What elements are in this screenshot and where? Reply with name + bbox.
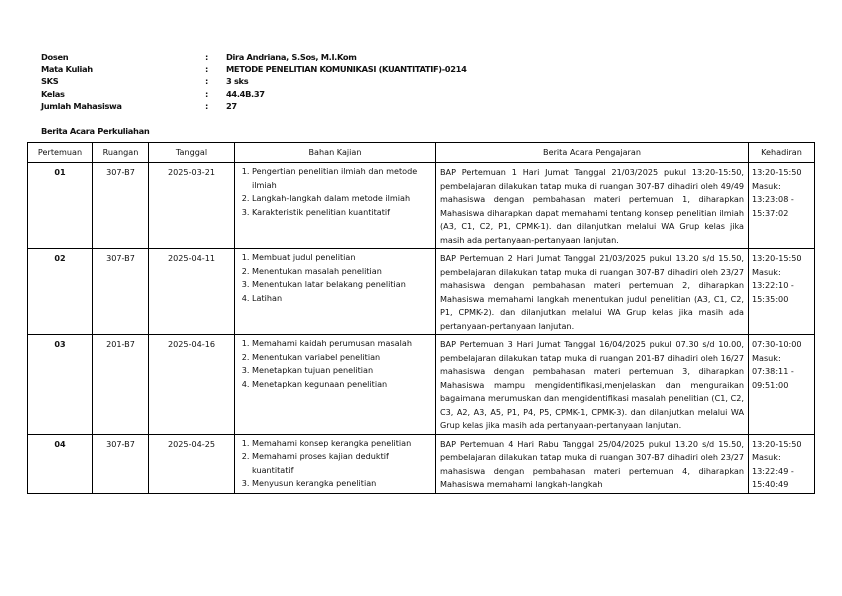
- table-row: [28, 249, 815, 335]
- meeting-number: 01: [28, 163, 93, 249]
- material-item: 1. Pengertian penelitian ilmiah dan metode ilmiah: [252, 165, 432, 192]
- table-header-row: [28, 143, 815, 163]
- teaching-report: BAP Pertemuan 2 Hari Jumat Tanggal 21/03/2025 pukul 13.20 s/d 15.50, pembelajaran dilakukan tatap muka di ruangan 307-B7 dihadiri oleh 23/27 mahasiswa dengan pembahasan materi pertemuan 2, diharapkan Mahasiswa memahami langkah menentukan judul penelitian (A3, C1, C2, P1, CPMK-2). dan dilanjutkan melalui WA Grup kelas jika masih ada pertanyaan-pertanyaan lanjutan.: [436, 249, 749, 335]
- study-material: [235, 163, 436, 249]
- header-field-label: SKS: [41, 76, 59, 87]
- material-list: [238, 337, 432, 391]
- material-item: 4. Latihan: [252, 292, 432, 306]
- attendance-line: 13:22:49 -: [752, 465, 794, 476]
- attendance: [749, 249, 815, 335]
- date: 2025-04-16: [149, 335, 235, 435]
- material-item: 2. Langkah-langkah dalam metode ilmiah: [252, 192, 432, 206]
- teaching-report: BAP Pertemuan 1 Hari Jumat Tanggal 21/03/2025 pukul 13:20-15:50, pembelajaran dilakukan tatap muka di ruangan 307-B7 dihadiri oleh 49/49 mahasiswa dengan pembahasan materi pertemuan 1, diharapkan Mahasiswa diharapkan dapat memahami tentang konsep penelitian ilmiah (A3, C1, C2, P1, CPMK-1). dan dilanjutkan melalui WA Grup kelas jika masih ada pertanyaan-pertanyaan lanjutan.: [436, 163, 749, 249]
- material-item: 2. Menentukan masalah penelitian: [252, 265, 432, 279]
- table-row: [28, 335, 815, 435]
- material-item: 2. Memahami proses kajian deduktif kuantitatif: [252, 450, 432, 477]
- meeting-number: 03: [28, 335, 93, 435]
- column-header: Kehadiran: [749, 143, 815, 163]
- material-item: 3. Menyusun kerangka penelitian: [252, 477, 432, 491]
- meeting-number: 02: [28, 249, 93, 335]
- material-list: [238, 165, 432, 219]
- header-field-label: Dosen: [41, 52, 69, 62]
- attendance: [749, 163, 815, 249]
- attendance-line: 15:40:49: [752, 479, 789, 489]
- attendance-line: 13:22:10 -: [752, 280, 794, 290]
- material-list: [238, 251, 432, 305]
- attendance-line: 13:23:08 -: [752, 194, 794, 204]
- material-item: 3. Menetapkan tujuan penelitian: [252, 364, 432, 378]
- column-header: Berita Acara Pengajaran: [436, 143, 749, 163]
- attendance-line: Masuk:: [752, 180, 781, 191]
- teaching-report: BAP Pertemuan 3 Hari Jumat Tanggal 16/04/2025 pukul 07.30 s/d 10.00, pembelajaran dilakukan tatap muka di ruangan 201-B7 dihadiri oleh 16/27 mahasiswa dengan pembahasan materi pertemuan 3, diharapkan Mahasiswa mampu mengidentifikasi,menjelaskan dan menguraikan bagaimana merumuskan dan mengidentifikasi masalah penelitian (C1, C2, C3, A2, A3, A5, P1, P4, P5, CPMK-1, CPMK-3). dan dilanjutkan melalui WA Grup kelas jika masih ada pertanyaan-pertanyaan lanjutan.: [436, 335, 749, 435]
- table-row: [28, 163, 815, 249]
- header-field-value: 27: [226, 100, 237, 111]
- lecture-report-table: [27, 142, 815, 494]
- room: 307-B7: [93, 163, 149, 249]
- attendance-line: 07:38:11 -: [752, 366, 794, 376]
- attendance-line: 15:35:00: [752, 293, 789, 304]
- material-item: 4. Menetapkan kegunaan penelitian: [252, 378, 432, 392]
- material-item: 3. Karakteristik penelitian kuantitatif: [252, 206, 432, 220]
- material-item: 3. Menentukan latar belakang penelitian: [252, 278, 432, 292]
- column-header: Bahan Kajian: [235, 143, 436, 163]
- attendance-line: 15:37:02: [752, 207, 789, 218]
- attendance-line: 09:51:00: [752, 379, 789, 390]
- header-field-colon: :: [205, 100, 208, 111]
- header-field-label: Kelas: [41, 88, 65, 99]
- meeting-number: 04: [28, 434, 93, 493]
- study-material: [235, 249, 436, 335]
- material-item: 1. Membuat judul penelitian: [252, 251, 432, 265]
- date: 2025-04-11: [149, 249, 235, 335]
- column-header: Ruangan: [93, 143, 149, 163]
- date: 2025-04-25: [149, 434, 235, 493]
- study-material: [235, 434, 436, 493]
- header-field-colon: :: [205, 52, 208, 62]
- material-item: 1. Memahami kaidah perumusan masalah: [252, 337, 432, 351]
- header-field-colon: :: [205, 76, 208, 87]
- study-material: [235, 335, 436, 435]
- date: 2025-03-21: [149, 163, 235, 249]
- teaching-report: BAP Pertemuan 4 Hari Rabu Tanggal 25/04/2025 pukul 13.20 s/d 15.50, pembelajaran dilakukan tatap muka di ruangan 307-B7 dihadiri oleh 23/27 mahasiswa dengan pembahasan materi pertemuan 4, diharapkan Mahasiswa memahami langkah-langkah: [436, 434, 749, 493]
- header-field-value: Dira Andriana, S.Sos, M.I.Kom: [226, 52, 357, 62]
- material-item: 2. Menentukan variabel penelitian: [252, 351, 432, 365]
- column-header: Pertemuan: [28, 143, 93, 163]
- attendance-line: 13:20-15:50: [752, 167, 802, 177]
- room: 201-B7: [93, 335, 149, 435]
- header-field-label: Mata Kuliah: [41, 64, 93, 75]
- room: 307-B7: [93, 434, 149, 493]
- attendance-line: 13:20-15:50: [752, 253, 802, 263]
- header-field-colon: :: [205, 64, 208, 75]
- table-row: [28, 434, 815, 493]
- header-field-value: 44.4B.37: [226, 88, 265, 99]
- header-field-value: METODE PENELITIAN KOMUNIKASI (KUANTITATIF)-0214: [226, 64, 467, 75]
- attendance-line: 13:20-15:50: [752, 438, 802, 449]
- attendance: [749, 434, 815, 493]
- attendance-line: Masuk:: [752, 452, 781, 462]
- room: 307-B7: [93, 249, 149, 335]
- attendance-line: 07:30-10:00: [752, 339, 802, 349]
- material-list: [238, 437, 432, 491]
- attendance-line: Masuk:: [752, 352, 781, 363]
- column-header: Tanggal: [149, 143, 235, 163]
- attendance: [749, 335, 815, 435]
- material-item: 1. Memahami konsep kerangka penelitian: [252, 437, 432, 451]
- header-field-label: Jumlah Mahasiswa: [41, 100, 122, 111]
- header-field-value: 3 sks: [226, 76, 249, 87]
- section-title: Berita Acara Perkuliahan: [41, 126, 150, 136]
- header-field-colon: :: [205, 88, 208, 99]
- attendance-line: Masuk:: [752, 266, 781, 277]
